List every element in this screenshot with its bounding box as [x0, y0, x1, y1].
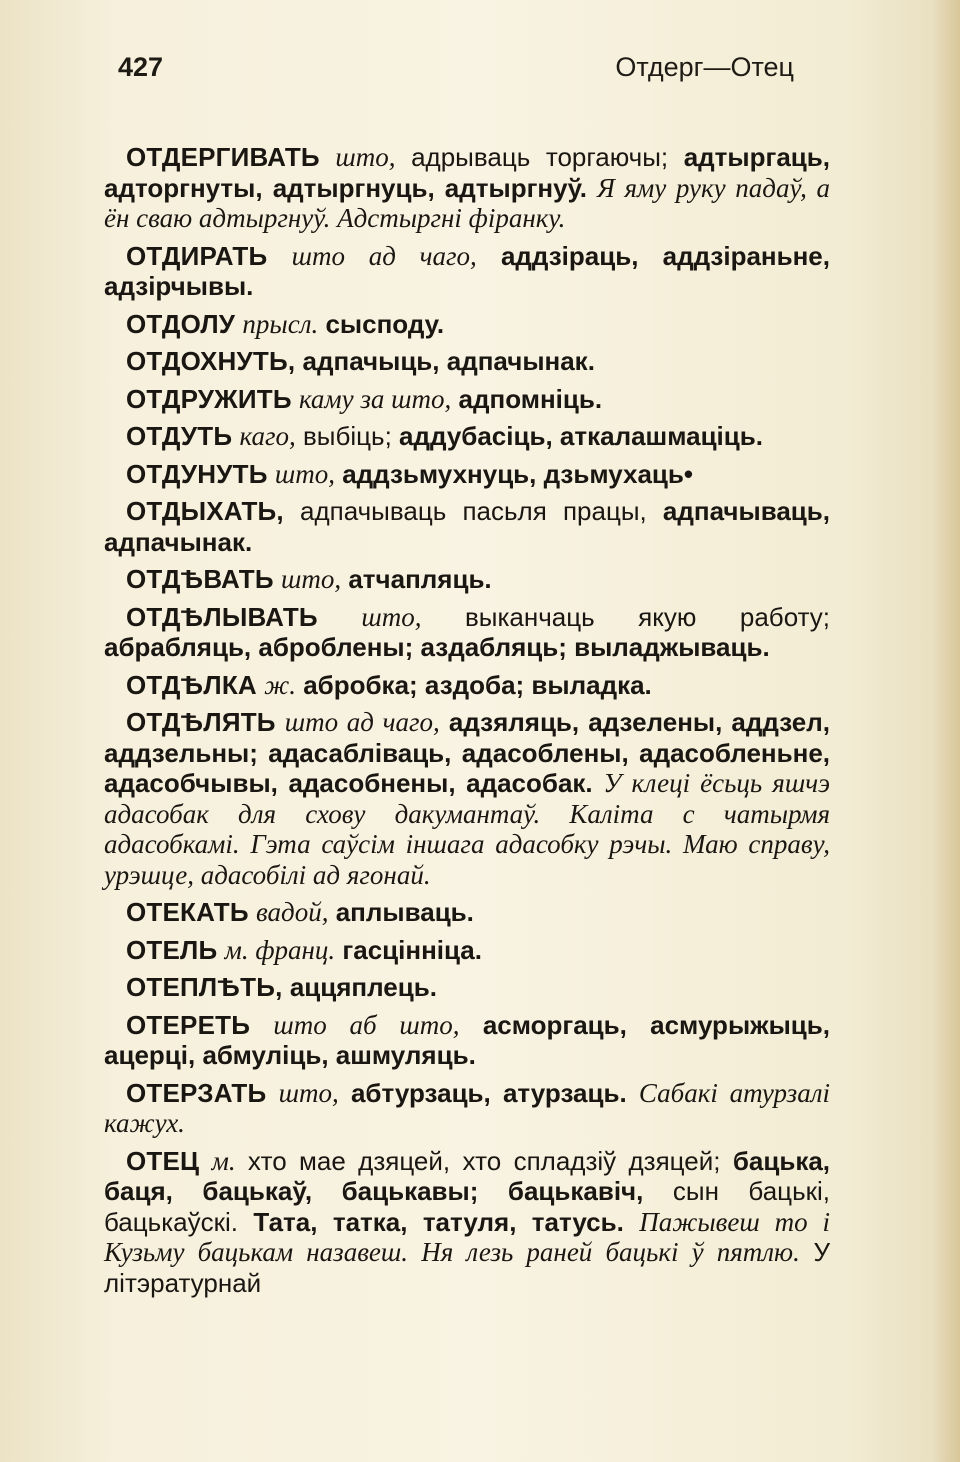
grammar-note: што ад чаго,: [284, 707, 440, 737]
definition-text: хто мае дзяцей, хто спладзіў дзяцей;: [247, 1145, 721, 1176]
entry: [104, 935, 830, 966]
entry: [104, 564, 830, 595]
headword: ОТДЫХАТЬ,: [126, 496, 284, 526]
grammar-note: каму за што,: [298, 383, 452, 414]
translation: адтыргаць, адторгнуты, адтыргнуць, адтыргнуў.: [104, 142, 830, 203]
headword: ОТДѢЛЯТЬ: [126, 707, 276, 737]
definition-text: сын бацькі, бацькаўскі.: [104, 1176, 830, 1237]
headword: ОТДУТЬ: [126, 421, 233, 451]
grammar-note: што аб што,: [273, 1009, 460, 1040]
headword: ОТДИРАТЬ: [126, 240, 268, 271]
grammar-note: што,: [335, 142, 396, 172]
dictionary-body: [104, 142, 830, 1305]
entry: [104, 972, 830, 1003]
grammar-note: што,: [274, 458, 335, 489]
entry: [104, 384, 830, 415]
entry: [104, 496, 830, 557]
entry: [104, 142, 830, 234]
translation: аддзіраць, аддзіраньне, адзірчывы.: [104, 240, 830, 301]
headword: ОТДѢВАТЬ: [126, 564, 274, 594]
translation: абробка; аздоба; выладка.: [303, 669, 652, 700]
headword: ОТЕРЕТЬ: [126, 1009, 251, 1040]
grammar-note: што,: [280, 564, 342, 594]
entry: [104, 346, 830, 377]
headword: ОТЕЛЬ: [126, 934, 218, 965]
running-head: Отдерг—Отец: [615, 52, 794, 82]
entry: [104, 1078, 830, 1139]
headword: ОТЕКАТЬ: [126, 897, 249, 927]
headword: ОТДѢЛКА: [126, 669, 257, 700]
entry: [104, 707, 830, 890]
page-edge-shadow: [932, 0, 960, 1462]
example: У клеці ёсьць яшчэ адасобак для схову дакумантаў. Каліта с чатырмя адасобкамі. Гэта саўсім іншага адасобку рэчы. Маю справу, урэшце, адасобілі ад ягонай.: [104, 768, 830, 890]
translation: адпачыць, адпачынак.: [302, 346, 595, 376]
translation: асморгаць, асмурыжыць, ацерці, абмуліць, ашмуляць.: [104, 1009, 830, 1070]
entry: [104, 459, 830, 490]
translation: абрабляць, аброблены; аздабляць; выладжываць.: [104, 632, 770, 662]
definition-text: выканчаць якую работу;: [464, 601, 831, 632]
translation: Тата, татка, татуля, татусь.: [253, 1206, 624, 1237]
translation: адпачываць, адпачынак.: [104, 496, 830, 557]
entry: [104, 309, 830, 340]
headword: ОТДУНУТЬ: [126, 458, 268, 489]
translation: аддзьмухнуць, дзьмухаць•: [342, 458, 693, 489]
definition-text: У літэратурнай: [104, 1237, 830, 1298]
headword: ОТДѢЛЫВАТЬ: [126, 601, 318, 632]
entry: [104, 602, 830, 663]
entry: [104, 670, 830, 701]
grammar-note: каго,: [239, 421, 296, 451]
example: Я яму руку падаў, а ён сваю адтыргнуў. Адстыргні фіранку.: [104, 172, 830, 233]
translation: атчапляць.: [348, 564, 492, 594]
translation: аццяплець.: [289, 972, 437, 1002]
headword: ОТДОЛУ: [126, 308, 236, 339]
translation: сысподу.: [325, 308, 445, 339]
translation: гасцінніца.: [342, 934, 482, 965]
headword: ОТДЕРГИВАТЬ: [126, 142, 320, 172]
headword: ОТЕПЛѢТЬ,: [126, 972, 283, 1002]
grammar-note: вадой,: [256, 897, 329, 927]
example: Сабакі атурзалі кажух.: [104, 1077, 830, 1138]
translation: абтурзаць, атурзаць.: [350, 1077, 627, 1108]
translation: бацька, баця, бацькаў, бацькавы; бацькавіч,: [104, 1145, 831, 1206]
page-header: [118, 52, 794, 96]
grammar-note: м. франц.: [224, 934, 336, 965]
headword: ОТЕРЗАТЬ: [126, 1077, 267, 1108]
translation: адзяляць, адзелены, аддзел, аддзельны; адасабліваць, адасоблены, адасобленьне, адасобчывы, адасобнены, адасобак.: [104, 707, 830, 798]
grammar-note: ж.: [264, 669, 296, 700]
translation: аддубасіць, аткалашмаціць.: [399, 421, 763, 451]
grammar-note: што ад чаго,: [291, 240, 477, 271]
translation: адпомніць.: [458, 383, 603, 414]
entry: [104, 241, 830, 302]
headword: ОТЕЦ: [126, 1145, 200, 1176]
page-number: 427: [118, 52, 164, 82]
definition-text: адрываць торгаючы;: [411, 142, 669, 172]
entry: [104, 421, 830, 452]
grammar-note: што,: [361, 601, 422, 632]
entry: [104, 1010, 830, 1071]
example: Пажывеш то і Кузьму бацькам назавеш. Ня лезь раней бацькі ў пятлю.: [104, 1206, 830, 1267]
grammar-note: прысл.: [242, 308, 319, 339]
headword: ОТДОХНУТЬ,: [126, 346, 296, 376]
entry: [104, 897, 830, 928]
grammar-note: м.: [211, 1145, 236, 1176]
entry: [104, 1146, 830, 1299]
headword: ОТДРУЖИТЬ: [126, 383, 292, 414]
definition-text: адпачываць пасьля працы,: [300, 496, 647, 526]
translation: аплываць.: [335, 897, 474, 927]
definition-text: выбіць;: [302, 421, 392, 451]
grammar-note: што,: [278, 1077, 339, 1108]
